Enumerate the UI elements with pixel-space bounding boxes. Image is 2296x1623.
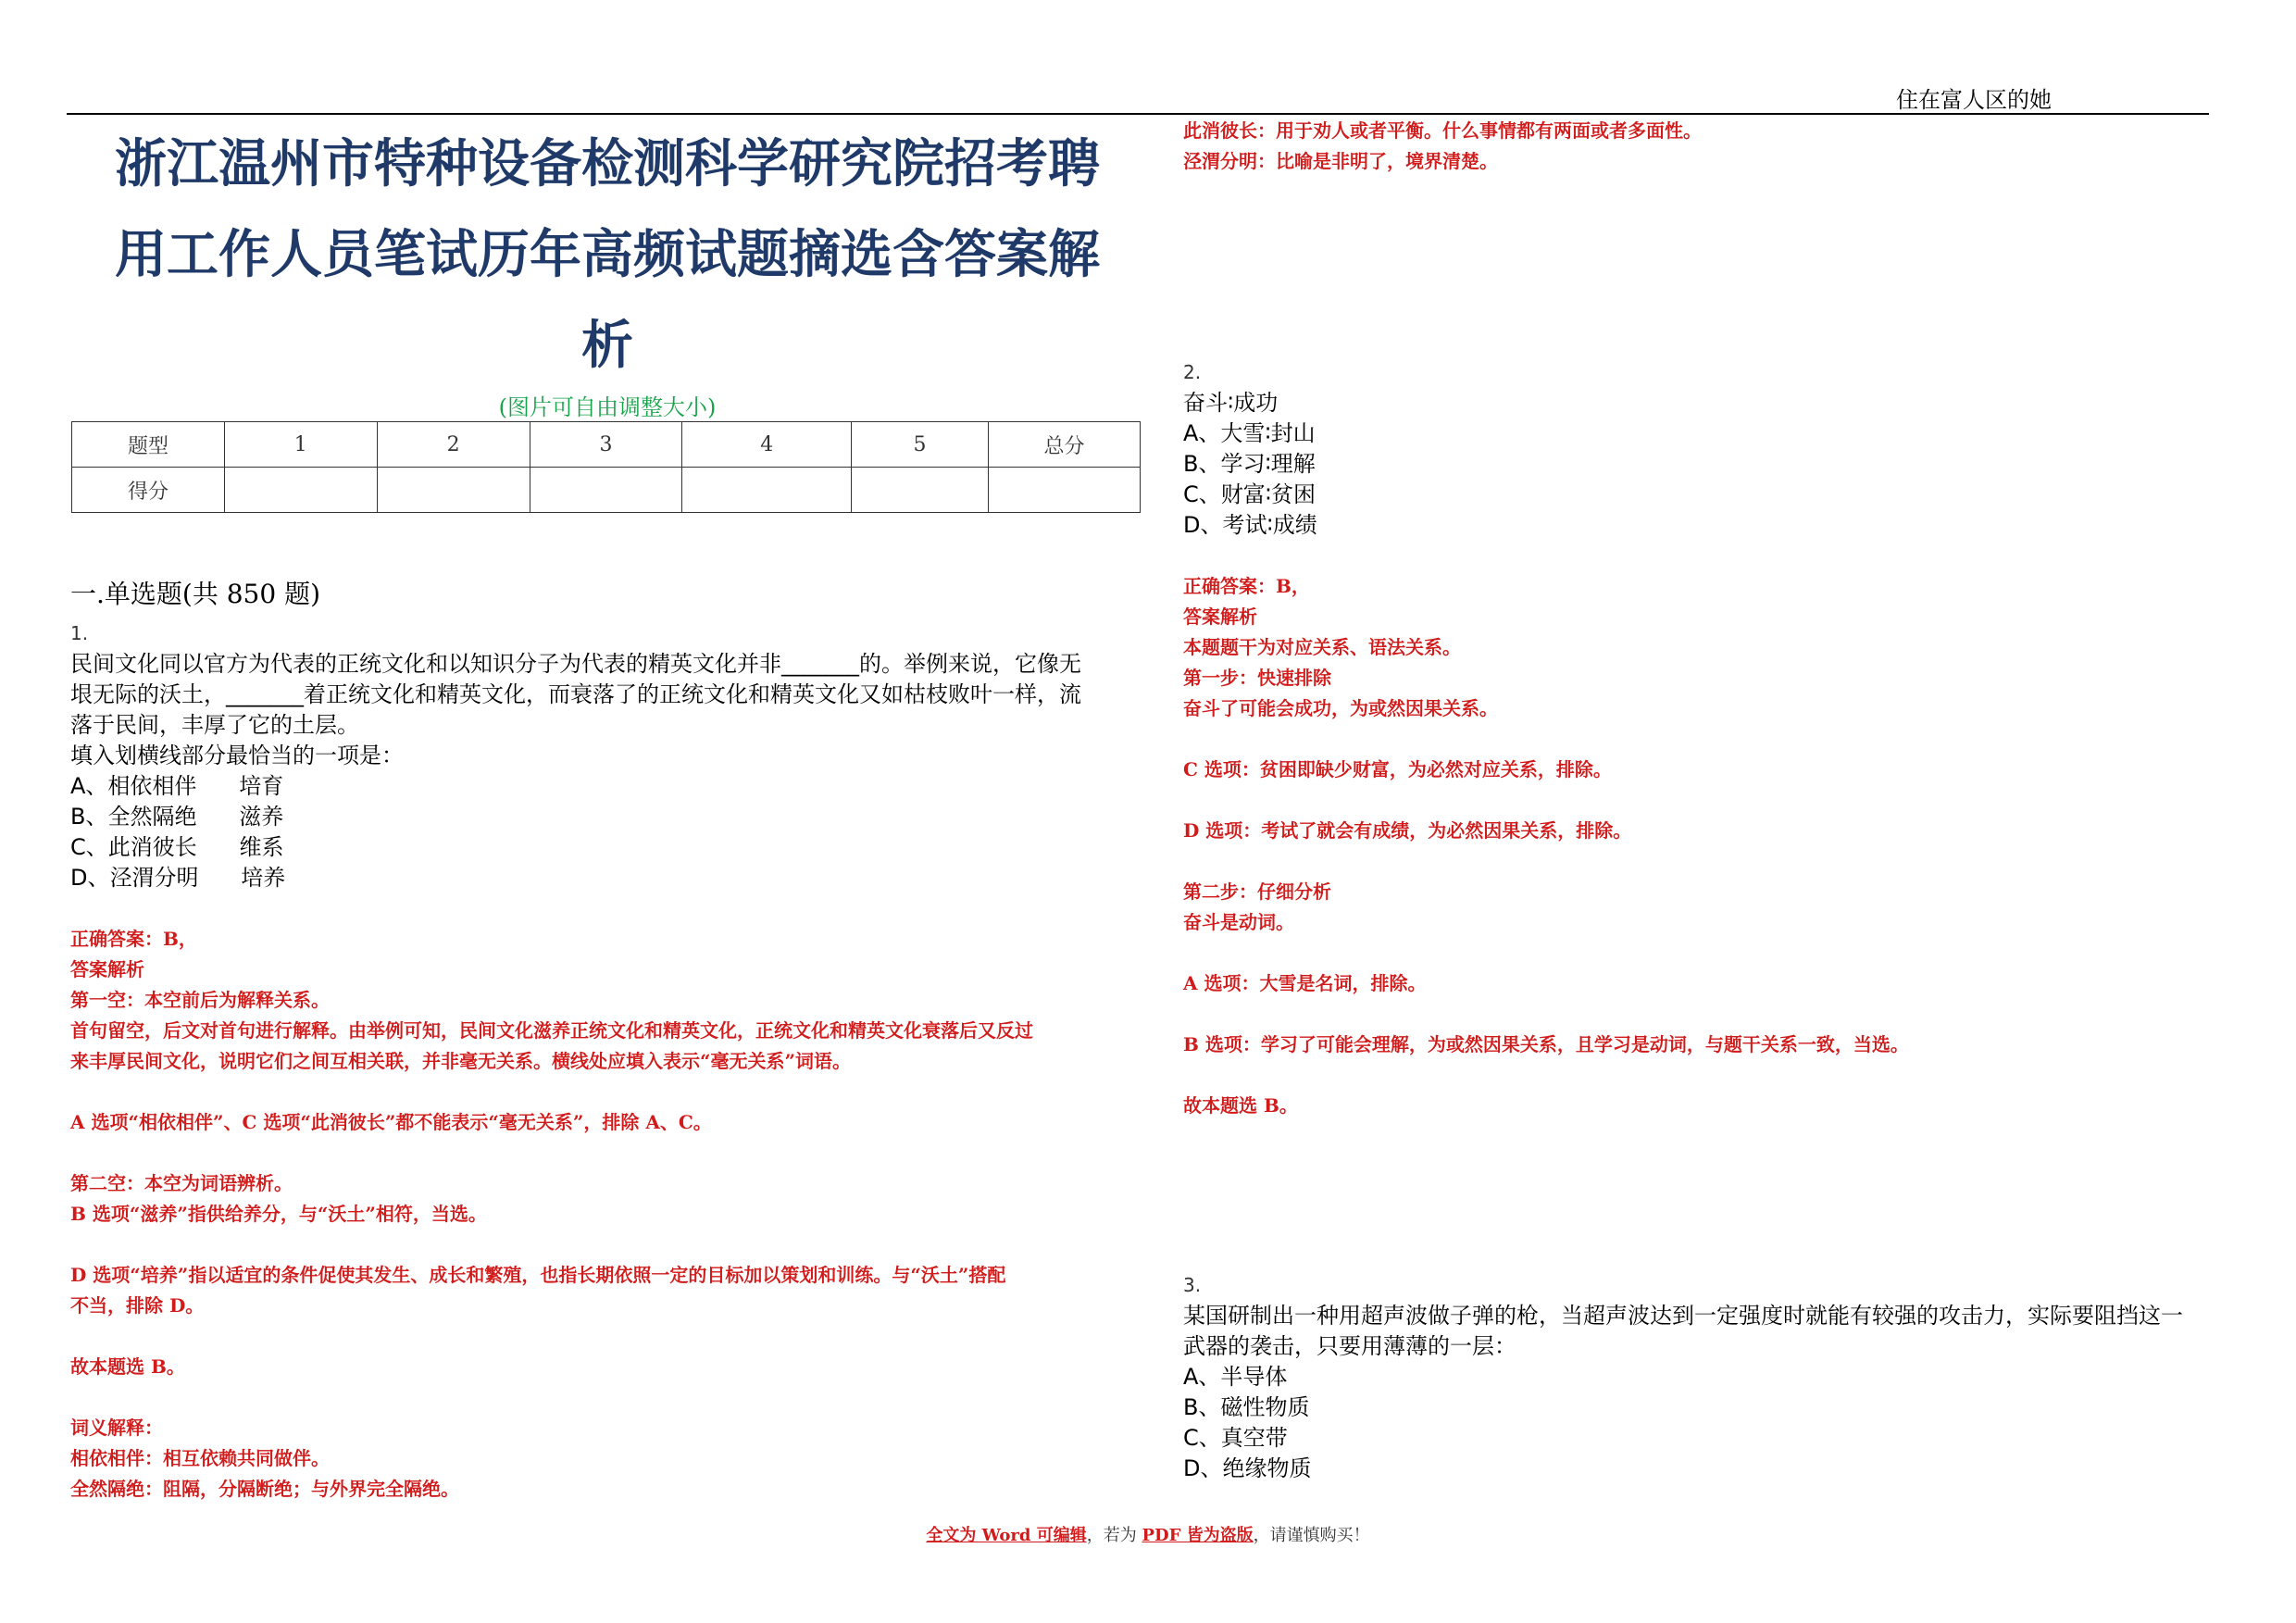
table-cell: [530, 468, 682, 513]
question-stem-line: 民间文化同以官方为代表的正统文化和以知识分子为代表的精英文化并非_______的。举例来说，它像无: [70, 651, 1081, 677]
option-a: A、半导体: [1183, 1364, 1288, 1390]
table-cell: [852, 468, 989, 513]
header-rule: [67, 113, 2209, 115]
table-cell: 5: [852, 422, 989, 468]
analysis-line: 奋斗了可能会成功，为或然因果关系。: [1183, 697, 1498, 719]
question-number: 1.: [70, 622, 89, 644]
table-cell: 得分: [72, 468, 225, 513]
option-d: D、绝缘物质: [1183, 1455, 1312, 1481]
option-b: B、磁性物质: [1183, 1394, 1310, 1420]
analysis-line: 第一步：快速排除: [1183, 667, 1331, 689]
footer-text: ，请谨慎购买！: [1253, 1526, 1370, 1545]
footer-notice: [0, 1522, 2296, 1546]
subtitle: (图片可自由调整大小): [498, 394, 717, 420]
table-cell: [682, 468, 852, 513]
table-cell: [377, 468, 530, 513]
analysis-line: A 选项：大雪是名词，排除。: [1183, 972, 1427, 994]
option-c: C、真空带: [1183, 1425, 1288, 1451]
analysis-line: 故本题选 B。: [1183, 1094, 1298, 1117]
question-stem-line: 奋斗∶成功: [1183, 390, 1279, 416]
analysis-line: 第二步：仔细分析: [1183, 880, 1331, 903]
option-d: D、考试∶成绩: [1183, 512, 1317, 538]
analysis-line: 相依相伴：相互依赖共同做伴。: [70, 1447, 330, 1469]
analysis-line: 正确答案：B，: [1183, 575, 1310, 597]
option-c: C、此消彼长 维系: [70, 834, 284, 860]
question-stem-line: 某国研制出一种用超声波做子弹的枪，当超声波达到一定强度时就能有较强的攻击力，实际要阻挡这一: [1183, 1303, 2183, 1329]
question-1-continued: [1183, 116, 2248, 177]
word-editable-link[interactable]: 全文为 Word 可编辑: [926, 1526, 1087, 1545]
analysis-line: 第二空：本空为词语辨析。: [70, 1172, 293, 1194]
score-table-score-row: [72, 468, 1141, 513]
question-2: [1183, 357, 2248, 1121]
title-line-3: 析: [581, 315, 633, 376]
analysis-line: 泾渭分明：比喻是非明了，境界清楚。: [1183, 150, 1498, 172]
analysis-line: C 选项：贫困即缺少财富，为必然对应关系，排除。: [1183, 758, 1612, 780]
analysis-line: 词义解释：: [70, 1417, 163, 1439]
header-author: 住在富人区的她: [1896, 87, 2052, 113]
question-number: 2.: [1183, 361, 1202, 383]
section-title: 一.单选题(共 850 题): [70, 579, 320, 609]
title-line-1: 浙江温州市特种设备检测科学研究院招考聘: [115, 133, 1100, 194]
score-table-header-row: [72, 422, 1141, 468]
table-cell: 4: [682, 422, 852, 468]
table-cell: [224, 468, 377, 513]
table-cell: 1: [224, 422, 377, 468]
analysis-line: 首句留空，后文对首句进行解释。由举例可知，民间文化滋养正统文化和精英文化，正统文化和精英文化衰落后又反过: [70, 1019, 1033, 1042]
answer-analysis: [70, 924, 1144, 1504]
question-stem-line: 填入划横线部分最恰当的一项是：: [70, 743, 404, 768]
option-b: B、全然隔绝 滋养: [70, 804, 284, 830]
analysis-line: 奋斗是动词。: [1183, 911, 1294, 933]
question-3: [1183, 1270, 2248, 1484]
answer-analysis: [1183, 571, 2248, 1121]
analysis-line: 全然隔绝：阻隔，分隔断绝；与外界完全隔绝。: [70, 1478, 459, 1500]
table-cell: 3: [530, 422, 682, 468]
analysis-line: 本题题干为对应关系、语法关系。: [1183, 636, 1461, 658]
analysis-line: B 选项：学习了可能会理解，为或然因果关系，且学习是动词，与题干关系一致，当选。: [1183, 1033, 1909, 1055]
analysis-line: D 选项“培养”指以适宜的条件促使其发生、成长和繁殖，也指长期依照一定的目标加以策划和训练。与“沃土”搭配: [70, 1264, 1006, 1286]
analysis-line: 来丰厚民间文化，说明它们之间互相关联，并非毫无关系。横线处应填入表示“毫无关系”词语。: [70, 1050, 852, 1072]
option-c: C、财富∶贫困: [1183, 481, 1316, 507]
title-line-2: 用工作人员笔试历年高频试题摘选含答案解: [115, 224, 1100, 285]
analysis-line: A 选项“相依相伴”、C 选项“此消彼长”都不能表示“毫无关系”，排除 A、C。: [70, 1111, 712, 1133]
table-cell: 题型: [72, 422, 225, 468]
analysis-line: 答案解析: [70, 958, 144, 980]
option-d: D、泾渭分明 培养: [70, 865, 286, 891]
score-table: [71, 421, 1141, 513]
table-cell: [989, 468, 1141, 513]
analysis-line: 正确答案：B，: [70, 928, 197, 950]
analysis-line: B 选项“滋养”指供给养分，与“沃土”相符，当选。: [70, 1203, 487, 1225]
table-cell: 总分: [989, 422, 1141, 468]
pdf-piracy-link[interactable]: PDF 皆为盗版: [1142, 1526, 1254, 1545]
analysis-line: 不当，排除 D。: [70, 1294, 205, 1317]
option-a: A、相依相伴 培育: [70, 773, 284, 799]
footer-text: ，若为: [1086, 1526, 1142, 1545]
analysis-line: 第一空：本空前后为解释关系。: [70, 989, 330, 1011]
question-1: [70, 618, 1144, 1504]
analysis-line: D 选项：考试了就会有成绩，为必然因果关系，排除。: [1183, 819, 1632, 842]
option-b: B、学习∶理解: [1183, 451, 1316, 477]
analysis-line: 此消彼长：用于劝人或者平衡。什么事情都有两面或者多面性。: [1183, 119, 1702, 142]
question-stem-line: 落于民间，丰厚了它的土层。: [70, 712, 359, 738]
table-cell: 2: [377, 422, 530, 468]
option-a: A、大雪∶封山: [1183, 420, 1316, 446]
question-number: 3.: [1183, 1274, 1202, 1296]
document-title: [70, 119, 1144, 391]
question-stem-line: 垠无际的沃土，_______着正统文化和精英文化，而衰落了的正统文化和精英文化又如枯枝败叶一样，流: [70, 681, 1081, 707]
question-stem-line: 武器的袭击，只要用薄薄的一层：: [1183, 1333, 1516, 1359]
analysis-line: 答案解析: [1183, 606, 1257, 628]
analysis-line: 故本题选 B。: [70, 1355, 185, 1378]
